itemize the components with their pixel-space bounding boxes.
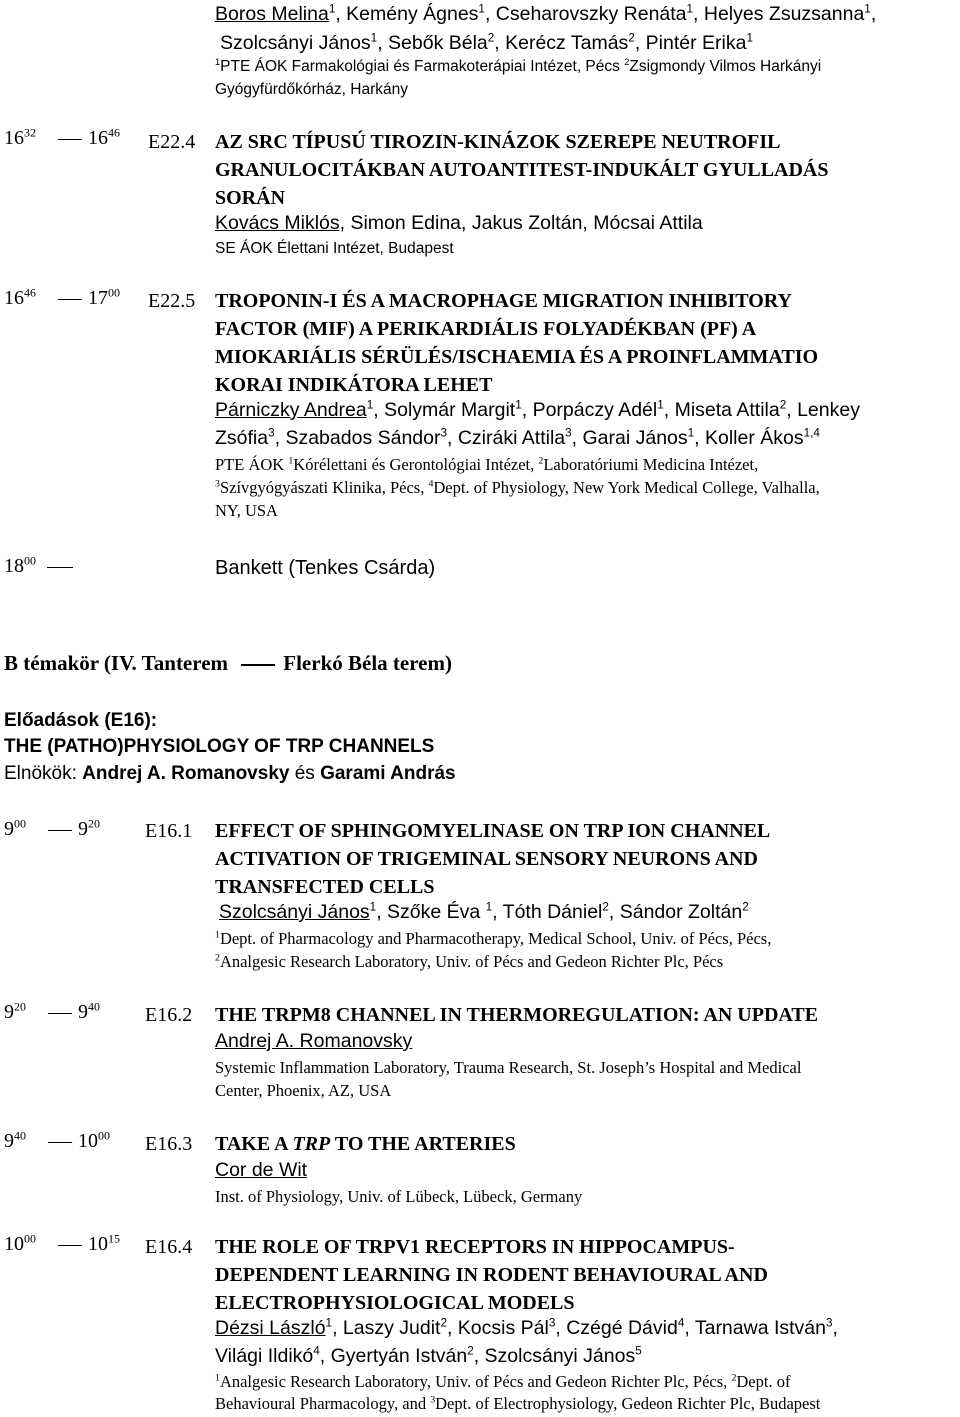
sup: 1	[325, 1316, 333, 1330]
section-topic: THE (PATHO)PHYSIOLOGY OF TRP CHANNELS	[4, 736, 435, 757]
title-text: TO THE ARTERIES	[330, 1133, 516, 1155]
author-text: Zsófia	[215, 427, 269, 449]
time-end: 17	[88, 287, 108, 309]
sup: 3	[565, 426, 572, 440]
abstract-title-line: KORAI INDIKÁTORA LEHET	[215, 374, 493, 396]
sup: 2	[467, 1344, 474, 1358]
presenter-name: Andrej A. Romanovsky	[215, 1030, 413, 1052]
author-text: , Simon Edina, Jakus Zoltán, Mócsai Attila	[339, 212, 703, 234]
abstract-code: E16.3	[145, 1133, 193, 1155]
affiliation-line-1	[215, 58, 821, 76]
sup: 00	[24, 1231, 36, 1246]
affiliation: SE ÁOK Élettani Intézet, Budapest	[215, 240, 454, 257]
author-text: , Szolcsányi János	[473, 1345, 636, 1367]
affiliation-line	[215, 929, 771, 949]
presenter-name: Boros Melina	[215, 3, 329, 25]
author-text: , Czégé Dávid	[555, 1317, 678, 1339]
sup: 2	[602, 900, 609, 914]
dash	[48, 830, 72, 831]
sup: 00	[98, 1128, 110, 1143]
sup: 1	[215, 56, 221, 67]
abstract-title-line: TROPONIN-I ÉS A MACROPHAGE MIGRATION INHIBITORY	[215, 290, 792, 312]
authors-line	[215, 212, 703, 235]
title-italic-text: TRP	[292, 1133, 331, 1155]
affiliation-text: Szívgyógyászati Klinika, Pécs,	[219, 478, 429, 497]
abstract-title-line: DEPENDENT LEARNING IN RODENT BEHAVIOURAL AND	[215, 1264, 768, 1286]
abstract-title-line: GRANULOCITÁKBAN AUTOANTITEST-INDUKÁLT GYULLADÁS	[215, 159, 829, 181]
time-slot	[4, 287, 120, 310]
time-slot	[4, 127, 120, 150]
dash	[241, 664, 275, 666]
time-end: 10	[78, 1130, 98, 1152]
author-text: , Szőke Éva	[376, 901, 486, 923]
author-text: , Solymár Margit	[373, 399, 516, 421]
authors-line	[215, 1030, 412, 1053]
chairs-line	[4, 763, 456, 785]
sup: 2	[779, 398, 787, 412]
chair-name: Andrej A. Romanovsky	[82, 763, 290, 784]
abstract-title-line: ACTIVATION OF TRIGEMINAL SENSORY NEURONS AND	[215, 848, 758, 870]
chairs-label: Elnökök:	[4, 763, 83, 784]
sup: 4	[428, 478, 434, 490]
sup: 2	[487, 31, 495, 45]
author-text: , Cziráki Attila	[447, 427, 566, 449]
sup: 3	[440, 426, 448, 440]
affiliation-text: Dept. of Electrophysiology, Gedeon Richter Plc, Budapest	[435, 1394, 821, 1413]
affiliation-text: Dept. of	[736, 1372, 791, 1391]
presenter-name: Kovács Miklós	[215, 212, 340, 234]
affiliation-line	[215, 478, 820, 498]
sup: 5	[635, 1344, 642, 1358]
abstract-code: E16.2	[145, 1004, 193, 1026]
sup: 2	[731, 1372, 737, 1384]
affiliation-line	[215, 952, 723, 972]
author-text: , Lenkey	[786, 399, 860, 421]
sup: 00	[108, 285, 120, 300]
dash	[48, 1142, 72, 1143]
sup: 2	[624, 56, 630, 67]
sup: 3	[430, 1394, 436, 1406]
sup: 4	[677, 1316, 685, 1330]
time-slot	[4, 818, 100, 841]
authors-line	[215, 1317, 838, 1340]
authors-line	[219, 901, 749, 924]
time-start: 18	[4, 555, 24, 577]
abstract-title-line: MIOKARIÁLIS SÉRÜLÉS/ISCHAEMIA ÉS A PROINFLAMMATIO	[215, 346, 819, 368]
sup: 4	[313, 1344, 320, 1358]
chair-name: Garami András	[320, 763, 456, 784]
authors-line	[215, 427, 820, 450]
abstract-code: E16.4	[145, 1236, 193, 1258]
sup: 1	[746, 31, 753, 45]
dash	[48, 1013, 72, 1014]
chairs-conjunction: és	[289, 763, 321, 784]
affiliation-text: Analgesic Research Laboratory, Univ. of Pécs and Gedeon Richter Plc, Pécs	[219, 952, 724, 971]
sup: 1	[686, 2, 694, 16]
dash	[58, 139, 82, 140]
author-text: , Tarnawa István	[684, 1317, 826, 1339]
abstract-code: E22.4	[148, 131, 196, 153]
time-start: 16	[4, 127, 24, 149]
abstract-title-line	[215, 1130, 516, 1158]
presenter-name: Dézsi László	[215, 1317, 326, 1339]
author-text: ,	[832, 1317, 838, 1339]
sup: 40	[88, 999, 100, 1014]
affiliation-line	[215, 1394, 820, 1414]
author-text: , Kemény Ágnes	[335, 3, 479, 25]
author-text: , Szabados Sándor	[274, 427, 441, 449]
time-end: 9	[78, 818, 88, 840]
sup: 1	[515, 398, 522, 412]
author-text: Világi Ildikó	[215, 1345, 314, 1367]
author-text: , Koller Ákos	[694, 427, 804, 449]
affiliation-text: Kórélettani és Gerontológiai Intézet,	[293, 455, 539, 474]
time-end: 9	[78, 1001, 88, 1023]
author-text: ,	[870, 3, 877, 25]
sup: 1	[369, 900, 377, 914]
author-text: , Porpáczy Adél	[521, 399, 658, 421]
sup: 3	[268, 426, 275, 440]
sup: 3	[215, 478, 220, 490]
dash	[58, 1245, 82, 1246]
time-start: 9	[4, 818, 14, 840]
affiliation-text: Zsigmondy Vilmos Harkányi	[629, 58, 822, 75]
abstract-title-line: THE TRPM8 CHANNEL IN THERMOREGULATION: AN UPDATE	[215, 1004, 819, 1026]
time-start: 16	[4, 287, 24, 309]
affiliation-text: Behavioural Pharmacology, and	[215, 1394, 431, 1413]
abstract-title-line: SORÁN	[215, 187, 286, 209]
affiliation-line: Inst. of Physiology, Univ. of Lübeck, Lübeck, Germany	[215, 1187, 583, 1206]
affiliation-line: Systemic Inflammation Laboratory, Trauma Research, St. Joseph’s Hospital and Medical	[215, 1058, 802, 1077]
affiliation-text: PTE ÁOK Farmakológiai és Farmakoterápiai Intézet, Pécs	[220, 58, 625, 75]
time-slot	[4, 1233, 120, 1256]
banquet-label: Bankett (Tenkes Csárda)	[215, 557, 436, 579]
time-start: 9	[4, 1130, 14, 1152]
authors-line	[215, 1159, 307, 1182]
section-subheading: Előadások (E16):	[4, 710, 158, 731]
author-text: , Tóth Dániel	[492, 901, 603, 923]
time-start: 10	[4, 1233, 24, 1255]
heading-text: B témakör (IV. Tanterem	[4, 651, 234, 675]
dash	[58, 299, 82, 300]
author-text: , Sebők Béla	[377, 32, 488, 54]
author-text: , Kocsis Pál	[446, 1317, 549, 1339]
authors-line-1	[215, 3, 876, 26]
presenter-name: Párniczky Andrea	[215, 399, 367, 421]
author-text: , Miseta Attila	[663, 399, 780, 421]
sup: 1	[687, 426, 695, 440]
sup: 1	[366, 398, 374, 412]
abstract-title-line: ELECTROPHYSIOLOGICAL MODELS	[215, 1292, 575, 1314]
sup: 20	[88, 816, 100, 831]
author-text: , Cseharovszky Renáta	[484, 3, 687, 25]
sup: 1	[288, 455, 294, 467]
sup: 32	[24, 125, 36, 140]
sup: 15	[108, 1231, 120, 1246]
author-text: , Laszy Judit	[332, 1317, 441, 1339]
sup: 2	[215, 952, 220, 964]
author-text: , Kerécz Tamás	[494, 32, 629, 54]
time-slot	[4, 1001, 100, 1024]
author-text: , Helyes Zsuzsanna	[693, 3, 865, 25]
sup: 1	[370, 31, 378, 45]
authors-line	[215, 399, 860, 422]
abstract-title-line: EFFECT OF SPHINGOMYELINASE ON TRP ION CHANNEL	[215, 820, 771, 842]
sup: 1	[485, 900, 493, 914]
time-end: 10	[88, 1233, 108, 1255]
authors-line-2	[220, 32, 753, 55]
abstract-title-line: THE ROLE OF TRPV1 RECEPTORS IN HIPPOCAMPUS-	[215, 1236, 735, 1258]
sup: 1	[478, 2, 485, 16]
author-text: , Pintér Erika	[634, 32, 747, 54]
presenter-name: Szolcsányi János	[219, 901, 370, 923]
sup: 3	[826, 1316, 833, 1330]
dash	[47, 567, 73, 568]
authors-line	[215, 1345, 642, 1368]
time-slot	[4, 555, 73, 578]
sup: 20	[14, 999, 26, 1014]
affiliation-line	[215, 1372, 790, 1392]
heading-text: Flerkó Béla terem)	[283, 651, 452, 675]
abstract-title-line: TRANSFECTED CELLS	[215, 876, 435, 898]
affiliation-text: Dept. of Physiology, New York Medical College, Valhalla,	[433, 478, 820, 497]
sup: 2	[628, 31, 635, 45]
sup: 46	[24, 285, 36, 300]
section-heading	[4, 651, 452, 676]
affiliation-text: Analgesic Research Laboratory, Univ. of Pécs and Gedeon Richter Plc, Pécs,	[219, 1372, 732, 1391]
title-text: TAKE A	[215, 1133, 293, 1155]
sup: 2	[440, 1316, 447, 1330]
sup: 46	[108, 125, 120, 140]
sup: 1	[215, 1372, 220, 1384]
author-text: , Sándor Zoltán	[608, 901, 743, 923]
sup: 1	[864, 2, 871, 16]
sup: 2	[742, 900, 749, 914]
sup: 1,4	[803, 426, 820, 440]
sup: 1	[328, 2, 336, 16]
time-end: 16	[88, 127, 108, 149]
sup: 40	[14, 1128, 26, 1143]
affiliation-text: Dept. of Pharmacology and Pharmacotherapy, Medical School, Univ. of Pécs, Pécs,	[219, 929, 772, 948]
author-text: , Garai János	[571, 427, 688, 449]
time-slot	[4, 1130, 110, 1153]
affiliation-line	[215, 455, 758, 475]
presenter-name: Cor de Wit	[215, 1159, 308, 1181]
sup: 00	[24, 553, 36, 568]
time-start: 9	[4, 1001, 14, 1023]
abstract-title-line: FACTOR (MIF) A PERIKARDIÁLIS FOLYADÉKBAN (PF) A	[215, 318, 757, 340]
affiliation-text: Laboratóriumi Medicina Intézet,	[543, 455, 759, 474]
affiliation-line-2: Gyógyfürdőkórház, Harkány	[215, 81, 408, 98]
sup: 00	[14, 816, 26, 831]
abstract-code: E16.1	[145, 820, 193, 842]
affiliation-text: PTE ÁOK	[215, 455, 289, 474]
sup: 3	[548, 1316, 556, 1330]
author-text: , Gyertyán István	[319, 1345, 468, 1367]
sup: 2	[538, 455, 544, 467]
affiliation-line: NY, USA	[215, 501, 278, 520]
sup: 1	[215, 929, 220, 941]
abstract-code: E22.5	[148, 290, 196, 312]
sup: 1	[657, 398, 664, 412]
abstract-title-line: AZ SRC TÍPUSÚ TIROZIN-KINÁZOK SZEREPE NEUTROFIL	[215, 131, 781, 153]
affiliation-line: Center, Phoenix, AZ, USA	[215, 1081, 392, 1100]
author-text: Szolcsányi János	[220, 32, 371, 54]
